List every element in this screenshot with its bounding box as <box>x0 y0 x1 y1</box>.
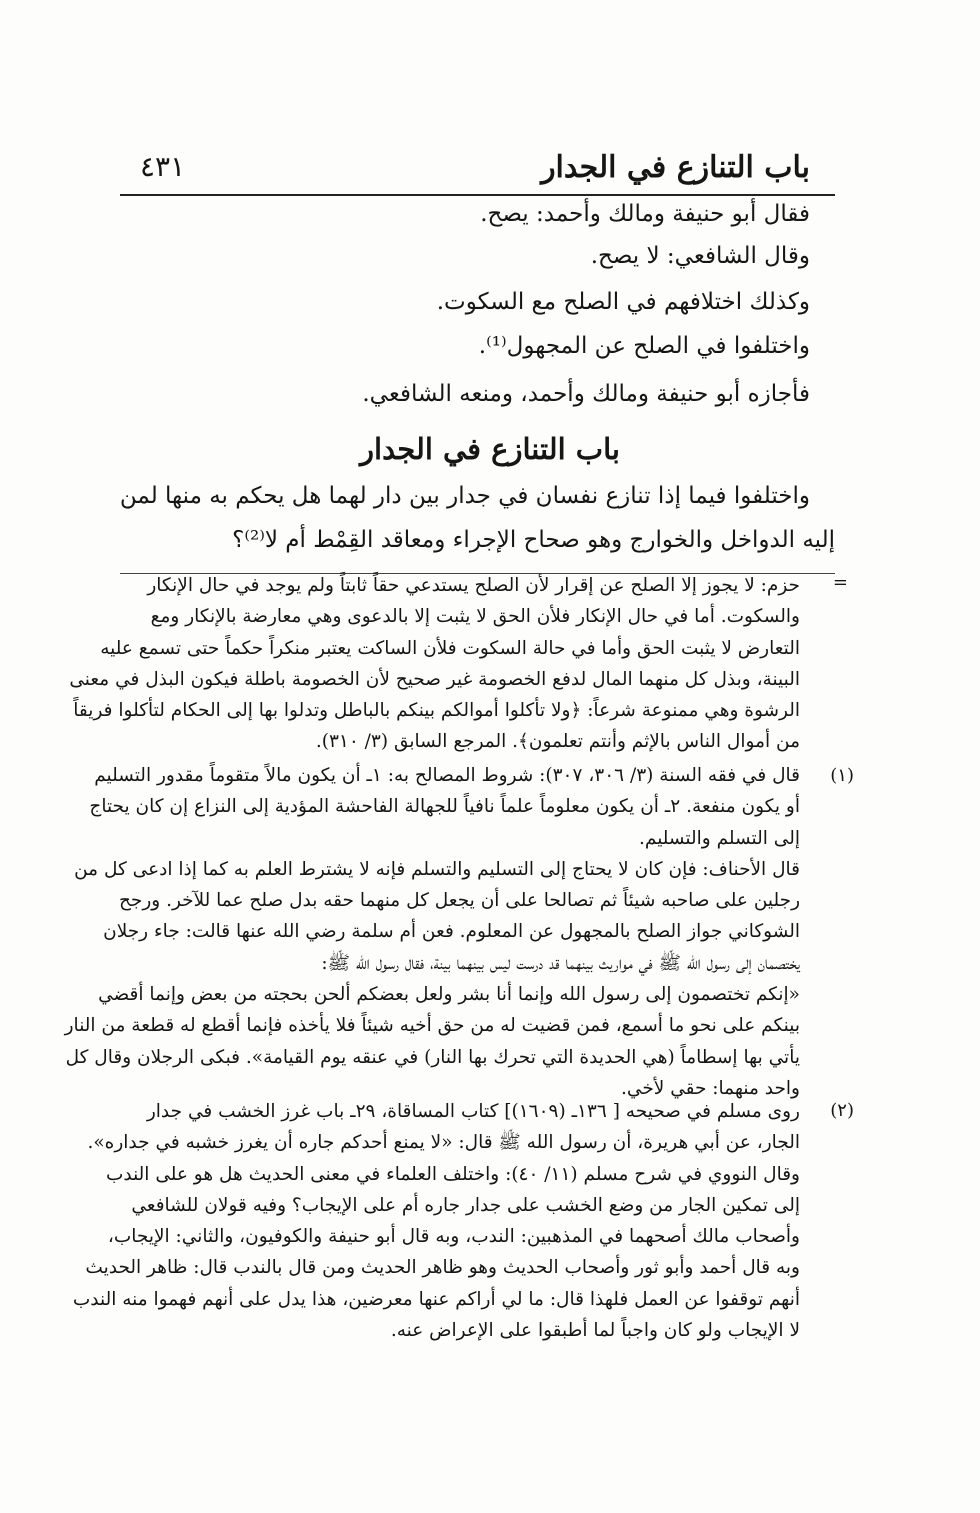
footnote-line: التعارض لا يثبت الحق وأما في حالة السكوت فلأن الساكت يعتبر منكراً حكماً حتى تسمع عليه <box>100 637 800 659</box>
footnote-2-marker: (٢) <box>830 1100 854 1121</box>
footnote-line: الرشوة وهي ممنوعة شرعاً: ﴿ولا تأكلوا أموالكم بينكم بالباطل وتدلوا بها إلى الحكام لتأكلوا فريقاً <box>73 700 800 722</box>
footnote-line: «إنكم تختصمون إلى رسول الله وإنما أنا بشر ولعل بعضكم ألحن بحجته من بعض وإنما أقضي <box>98 984 800 1006</box>
section-heading: باب التنازع في الجدار <box>360 432 620 466</box>
footnote-line: بينكم على نحو ما أسمع، فمن قضيت له من حق أخيه شيئاً فلا يأخذه فإنما أقطع له قطعة من النار <box>64 1015 800 1037</box>
footnote-line: أنهم توقفوا عن العمل فلهذا قال: ما لي أراكم عنها معرضين، هذا يدل على أنهم فهموا منه الندب <box>72 1288 800 1310</box>
footnote-1 <box>64 760 800 1104</box>
footnote-continuation <box>69 570 800 758</box>
footnote-line: قال الأحناف: فإن كان لا يحتاج إلى التسليم والتسلم فإنه لا يشترط العلم به كما إذا ادعى كل من <box>74 858 800 880</box>
footnote-line: إلى التسلم والتسليم. <box>639 827 800 849</box>
footnote-continuation-marker: = <box>832 572 848 593</box>
footnote-line: وأصحاب مالك أصحهما في المذهبين: الندب، وبه قال أبو حنيفة والكوفيون، والثاني: الإيجاب، <box>107 1226 800 1248</box>
footnote-line: روى مسلم في صحيحه [ ١٣٦ـ (١٦٠٩)] كتاب المساقاة، ٢٩ـ باب غرز الخشب في جدار <box>146 1101 800 1122</box>
footnote-line: يأتي بها إسطاماً (هي الحديدة التي تحرك بها النار) في عنقه يوم القيامة». فبكى الرجلان وقال كل <box>65 1046 800 1068</box>
main-line: وقال الشافعي: لا يصح. <box>590 243 810 269</box>
paragraph-line: إليه الدواخل والخوارج وهو صحاح الإجراء ومعاقد القِمْط أم لا⁽²⁾؟ <box>232 527 835 553</box>
footnote-line: والسكوت. أما في حال الإنكار فلأن الحق لا يثبت إلا بالدعوى وهي معارضة بالإنكار ومع <box>150 606 800 628</box>
footnote-line: قال في فقه السنة (٣/ ٣٠٦، ٣٠٧): شروط المصالح به: ١ـ أن يكون مالاً متقوماً مقدور التسليم <box>94 765 800 786</box>
footnote-line: إلى تمكين الجار من وضع الخشب على جدار جاره أم على الإيجاب؟ وفيه قولان للشافعي <box>131 1194 800 1216</box>
main-line: فأجازه أبو حنيفة ومالك وأحمد، ومنعه الشافعي. <box>362 381 810 407</box>
header-rule <box>120 194 835 196</box>
page-number: ٤٣١ <box>140 150 186 183</box>
running-title: باب التنازع في الجدار <box>541 150 810 185</box>
footnote-line: أو يكون منفعة. ٢ـ أن يكون معلوماً علماً نافياً للجهالة الفاحشة المؤدية إلى النزاع إن كان يحتاج <box>89 796 800 818</box>
footnote-line: رجلين على صاحبه شيئاً ثم تصالحا على أن يجعل كل منهما حقه بدل صلح عما للآخر. ورجح <box>118 890 800 912</box>
main-line: وكذلك اختلافهم في الصلح مع السكوت. <box>436 289 810 315</box>
footnote-line: لا الإيجاب ولو كان واجباً لما أطبقوا على الإعراض عنه. <box>390 1320 800 1342</box>
footnote-line: يختصمان إلى رسول الله ﷺ في مواريث بينهما قد درست ليس بينهما بينة، فقال رسول الله ﷺ: <box>321 952 800 974</box>
footnote-line: من أموال الناس بالإثم وأنتم تعلمون﴾. المرجع السابق (٣/ ٣١٠). <box>315 731 800 753</box>
paragraph-line: واختلفوا فيما إذا تنازع نفسان في جدار بين دار لهما هل يحكم به منها لمن <box>119 483 810 509</box>
footnote-line: حزم: لا يجوز إلا الصلح عن إقرار لأن الصلح يستدعي حقاً ثابتاً ولم يوجد في حال الإنكار <box>147 575 800 596</box>
footnote-2 <box>72 1096 800 1346</box>
footnote-line: وبه قال أحمد وأبو ثور وأصحاب الحديث وهو ظاهر الحديث ومن قال بالندب قال: ظاهر الحديث <box>85 1257 800 1279</box>
footnote-line: الجار، عن أبي هريرة، أن رسول الله ﷺ قال: «لا يمنع أحدكم جاره أن يغرز خشبه في جداره». <box>87 1132 800 1154</box>
footnote-1-marker: (١) <box>830 765 854 786</box>
footnote-line: واحد منهما: حقي لأخي. <box>621 1077 800 1099</box>
footnote-line: الشوكاني جواز الصلح بالمجهول عن المعلوم. فعن أم سلمة رضي الله عنها قالت: جاء رجلان <box>103 921 800 943</box>
footnote-line: البينة، وبذل كل منهما المال لدفع الخصومة غير صحيح لأن الخصومة باطلة فيكون البذل في معنى <box>69 668 800 690</box>
main-line: واختلفوا في الصلح عن المجهول⁽¹⁾. <box>478 333 810 359</box>
footnote-line: وقال النووي في شرح مسلم (١١/ ٤٠): واختلف العلماء في معنى الحديث هل هو على الندب <box>105 1163 800 1185</box>
main-line: فقال أبو حنيفة ومالك وأحمد: يصح. <box>480 201 810 227</box>
